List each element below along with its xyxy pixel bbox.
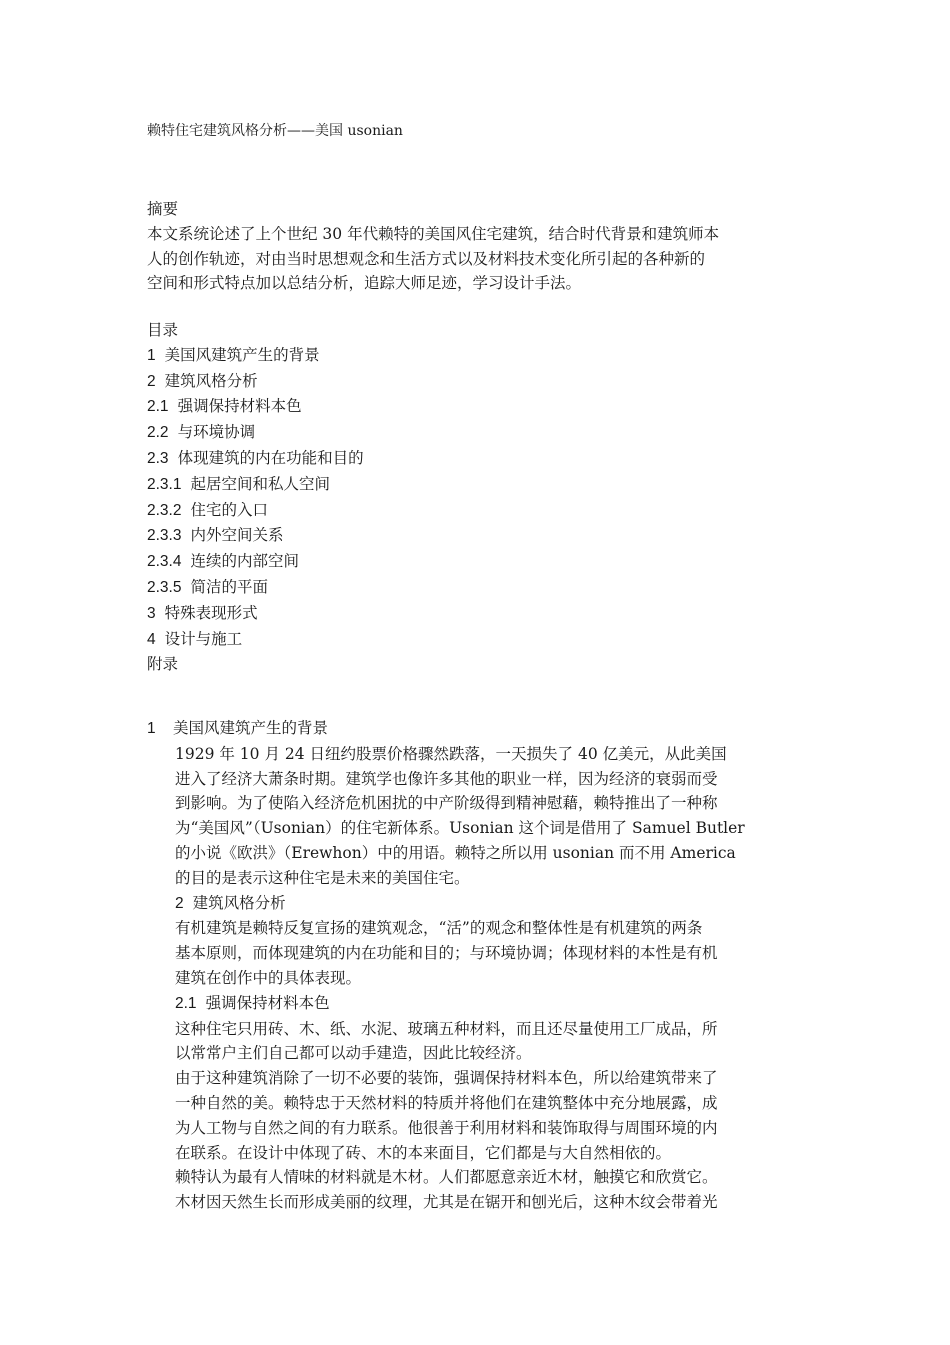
paragraph-line: 在联系。在设计中体现了砖、木的本来面目，它们都是与大自然相依的。 [175, 1143, 672, 1162]
paragraph-line: 这种住宅只用砖、木、纸、水泥、玻璃五种材料，而且还尽量使用工厂成品，所 [175, 1019, 718, 1038]
paragraph-line: 基本原则，而体现建筑的内在功能和目的；与环境协调；体现材料的本性是有机 [175, 944, 718, 963]
paragraph-line: 建筑在创作中的具体表现。 [175, 968, 362, 987]
abstract-line: 空间和形式特点加以总结分析，追踪大师足迹，学习设计手法。 [147, 274, 582, 293]
toc-item [147, 523, 817, 549]
paragraph-line: 进入了经济大萧条时期。建筑学也像许多其他的职业一样，因为经济的衰弱而受 [175, 769, 718, 788]
toc-item [147, 627, 817, 653]
toc-item [147, 369, 817, 395]
toc-item-label: 美国风建筑产生的背景 [164, 345, 320, 364]
toc-item-label: 设计与施工 [164, 629, 243, 648]
section-title: 建筑风格分析 [192, 893, 286, 912]
section-title: 美国风建筑产生的背景 [173, 719, 329, 737]
toc-item-label: 与环境协调 [177, 423, 256, 442]
section-heading [147, 716, 817, 742]
section-number: 2 [175, 894, 184, 912]
section-number: 1 [147, 720, 156, 737]
abstract-section [147, 197, 817, 296]
abstract-line: 人的创作轨迹，对由当时思想观念和生活方式以及材料技术变化所引起的各种新的 [147, 249, 706, 268]
toc-item-label: 连续的内部空间 [190, 552, 299, 571]
table-of-contents [147, 318, 817, 677]
toc-item [147, 446, 817, 472]
abstract-heading: 摘要 [147, 200, 179, 218]
paragraph-line: 的目的是表示这种住宅是未来的美国住宅。 [175, 868, 470, 887]
toc-item-number: 3 [147, 604, 156, 622]
document-body [147, 716, 817, 1215]
toc-item-label: 建筑风格分析 [164, 371, 258, 390]
toc-item [147, 601, 817, 627]
toc-item-number: 2.2 [147, 424, 169, 442]
paragraph-line: 为“美国风”（Usonian）的住宅新体系。Usonian 这个词是借用了 Samuel Butler [175, 819, 745, 838]
toc-item [147, 498, 817, 524]
paragraph-line: 为人工物与自然之间的有力联系。他很善于利用材料和装饰取得与周围环境的内 [175, 1118, 718, 1137]
toc-item-label: 内外空间关系 [190, 526, 284, 545]
paragraph-line: 的小说《欧洪》（Erewhon）中的用语。赖特之所以用 usonian 而不用 America [175, 843, 736, 862]
paragraph-line: 以常常户主们自己都可以动手建造，因此比较经济。 [175, 1044, 532, 1063]
toc-item-number: 2.3 [147, 449, 169, 467]
section-heading [147, 891, 817, 917]
toc-item-number: 4 [147, 630, 156, 648]
section-heading [147, 991, 817, 1017]
toc-item-label: 体现建筑的内在功能和目的 [177, 448, 364, 467]
toc-item [147, 549, 817, 575]
toc-item-label: 住宅的入口 [190, 500, 268, 519]
paragraph-line: 有机建筑是赖特反复宣扬的建筑观念，“活”的观念和整体性是有机建筑的两条 [175, 919, 703, 938]
section-number: 2.1 [175, 994, 197, 1012]
paragraph-line: 赖特认为最有人情味的材料就是木材。人们都愿意亲近木材，触摸它和欣赏它。 [175, 1168, 718, 1187]
section-title: 强调保持材料本色 [205, 993, 330, 1012]
toc-item [147, 575, 817, 601]
paragraph-line: 1929 年 10 月 24 日纽约股票价格骤然跌落，一天损失了 40 亿美元，从此美国 [175, 744, 727, 763]
toc-heading: 目录 [147, 321, 179, 339]
toc-item-label: 强调保持材料本色 [177, 397, 302, 416]
document-title: 赖特住宅建筑风格分析——美国 usonian [147, 123, 403, 139]
toc-item-number: 2.1 [147, 398, 169, 416]
toc-item-number: 2.3.2 [147, 501, 182, 519]
toc-item-number: 1 [147, 346, 156, 364]
toc-item-label: 特殊表现形式 [164, 603, 258, 622]
toc-item-number: 2.3.3 [147, 527, 182, 545]
toc-item-label: 简洁的平面 [190, 577, 268, 596]
toc-appendix: 附录 [147, 655, 179, 674]
toc-item-number: 2 [147, 372, 156, 390]
toc-item-number: 2.3.1 [147, 475, 182, 493]
toc-item [147, 472, 817, 498]
toc-item [147, 394, 817, 420]
toc-item-number: 2.3.4 [147, 553, 182, 571]
toc-item-number: 2.3.5 [147, 578, 182, 596]
paragraph-line: 到影响。为了使陷入经济危机困扰的中产阶级得到精神慰藉，赖特推出了一种称 [175, 794, 718, 813]
toc-item [147, 420, 817, 446]
paragraph-line: 木材因天然生长而形成美丽的纹理，尤其是在锯开和刨光后，这种木纹会带着光 [175, 1193, 718, 1212]
toc-item-label: 起居空间和私人空间 [190, 474, 330, 493]
paragraph-line: 一种自然的美。赖特忠于天然材料的特质并将他们在建筑整体中充分地展露，成 [175, 1093, 718, 1112]
paragraph-line: 由于这种建筑消除了一切不必要的装饰，强调保持材料本色，所以给建筑带来了 [175, 1069, 718, 1088]
toc-item [147, 343, 817, 369]
abstract-line: 本文系统论述了上个世纪 30 年代赖特的美国风住宅建筑，结合时代背景和建筑师本 [147, 224, 720, 243]
